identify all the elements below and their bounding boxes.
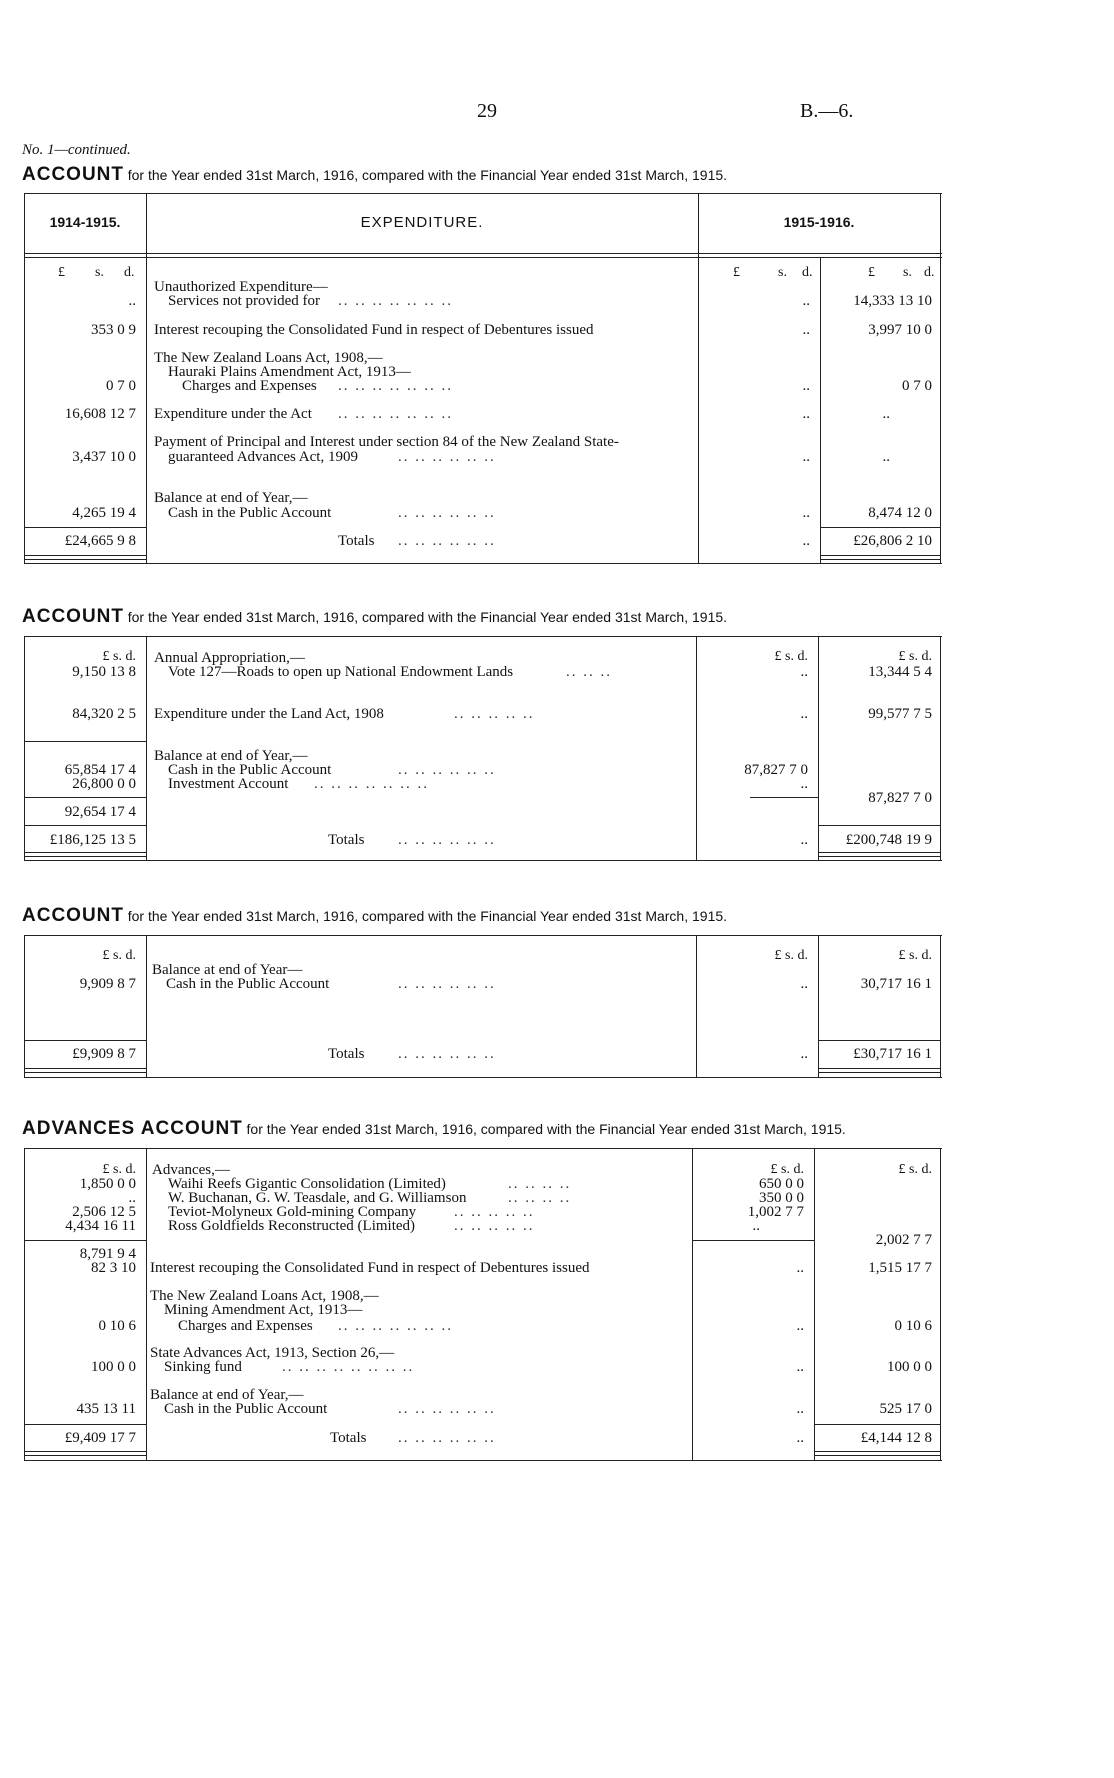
currency-header: £ s. d.: [898, 649, 932, 664]
totals-label: Totals: [338, 533, 375, 549]
total-1914: £24,665 9 8: [64, 533, 136, 549]
page-number: 29: [477, 100, 497, 122]
value-1914: 1,850 0 0: [79, 1176, 136, 1192]
row-label: Interest recouping the Consolidated Fund in respect of Debentures issued: [154, 322, 594, 338]
value-1915-sub: ..: [802, 293, 810, 309]
row-label: Investment Account: [168, 776, 289, 792]
leader-dots: .. .. .. .. ..: [454, 706, 535, 722]
row-label: Expenditure under the Land Act, 1908: [154, 706, 384, 722]
section-4-title: for the Year ended 31st March, 1916, compared with the Financial Year ended 31st March, 1915.: [246, 1121, 846, 1137]
row-label: Payment of Principal and Interest under section 84 of the New Zealand State-: [154, 434, 619, 450]
leader-dots: .. .. .. .. .. .. ..: [338, 1318, 453, 1334]
total-1915-sub: ..: [800, 832, 808, 848]
row-label: The New Zealand Loans Act, 1908,—: [150, 1288, 379, 1304]
value-1914: 353 0 9: [91, 322, 136, 338]
header-expenditure: EXPENDITURE.: [360, 214, 484, 231]
value-1915-sub: 650 0 0: [759, 1176, 804, 1192]
value-1915: 99,577 7 5: [868, 706, 932, 722]
currency-header: £ s. d.: [102, 948, 136, 963]
value-1914: 3,437 10 0: [72, 449, 136, 465]
leader-dots: .. .. .. .. .. .. ..: [338, 406, 453, 422]
row-label: Advances,—: [152, 1162, 230, 1178]
section-1-title: for the Year ended 31st March, 1916, compared with the Financial Year ended 31st March, 1915.: [127, 167, 728, 183]
value-1914: 9,909 8 7: [79, 976, 136, 992]
value-1915: 14,333 13 10: [853, 293, 932, 309]
row-label: Charges and Expenses: [182, 378, 317, 394]
row-label: Balance at end of Year,—: [154, 748, 308, 764]
value-1914: 26,800 0 0: [72, 776, 136, 792]
value-1914: 100 0 0: [91, 1359, 136, 1375]
value-1915: 87,827 7 0: [868, 790, 932, 806]
value-1915-sub: ..: [752, 1218, 760, 1234]
row-label: Balance at end of Year,—: [154, 490, 308, 506]
row-label: W. Buchanan, G. W. Teasdale, and G. Williamson: [168, 1190, 467, 1206]
totals-label: Totals: [328, 832, 365, 848]
leader-dots: .. .. .. .. .. ..: [398, 449, 496, 465]
row-label: Cash in the Public Account: [168, 762, 332, 778]
totals-label: Totals: [328, 1046, 365, 1062]
currency-shilling: s.: [95, 265, 104, 280]
value-1914: 0 7 0: [106, 378, 136, 394]
total-1915-sub: ..: [800, 1046, 808, 1062]
currency-header: £ s. d.: [102, 649, 136, 664]
currency-header: £ s. d.: [774, 649, 808, 664]
currency-pence: d.: [802, 265, 813, 280]
leader-dots: .. .. .. .. .. ..: [398, 505, 496, 521]
row-label: Waihi Reefs Gigantic Consolidation (Limited): [168, 1176, 446, 1192]
leader-dots: .. .. .. .. .. ..: [398, 1046, 496, 1062]
value-1914: 4,434 16 11: [65, 1218, 136, 1234]
row-label: Cash in the Public Account: [164, 1401, 328, 1417]
value-1915: 100 0 0: [887, 1359, 932, 1375]
row-label: Balance at end of Year,—: [150, 1387, 304, 1403]
row-label: Balance at end of Year—: [152, 962, 303, 978]
value-1915-sub: ..: [802, 322, 810, 338]
total-1914: £186,125 13 5: [49, 832, 136, 848]
row-label: Expenditure under the Act: [154, 406, 312, 422]
leader-dots: .. .. .. ..: [508, 1190, 572, 1206]
section-4-title-caps: ADVANCES ACCOUNT: [22, 1118, 243, 1139]
leader-dots: .. .. .. .. .. .. ..: [338, 293, 453, 309]
value-1915-sub: ..: [800, 976, 808, 992]
row-label: Cash in the Public Account: [168, 505, 332, 521]
totals-label: Totals: [330, 1430, 367, 1446]
row-label: Ross Goldfields Reconstructed (Limited): [168, 1218, 416, 1234]
currency-header: £ s. d.: [774, 948, 808, 963]
section-2-title-caps: ACCOUNT: [22, 606, 124, 627]
leader-dots: .. .. .. .. ..: [454, 1204, 535, 1220]
total-1915: £200,748 19 9: [845, 832, 932, 848]
row-label: Cash in the Public Account: [166, 976, 330, 992]
leader-dots: .. .. .. .. ..: [454, 1218, 535, 1234]
currency-header: £ s. d.: [898, 948, 932, 963]
leader-dots: .. .. .. .. .. ..: [398, 976, 496, 992]
currency-pence: d.: [924, 265, 935, 280]
page-reference: B.—6.: [800, 100, 854, 122]
row-label: Interest recouping the Consolidated Fund in respect of Debentures issued: [150, 1260, 590, 1276]
row-label: Unauthorized Expenditure—: [154, 279, 328, 295]
value-1915: 13,344 5 4: [868, 664, 932, 680]
value-1914: 9,150 13 8: [72, 664, 136, 680]
value-1914: 2,506 12 5: [72, 1204, 136, 1220]
value-1915-sub: ..: [796, 1401, 804, 1417]
total-1915-sub: ..: [796, 1430, 804, 1446]
currency-header: £ s. d.: [102, 1162, 136, 1177]
value-1915-sub: 350 0 0: [759, 1190, 804, 1206]
leader-dots: .. .. .. .. .. .. ..: [338, 378, 453, 394]
value-1915-sub: 1,002 7 7: [747, 1204, 804, 1220]
row-label: Teviot-Molyneux Gold-mining Company: [168, 1204, 417, 1220]
row-label: Annual Appropriation,—: [154, 650, 305, 666]
value-1914: 82 3 10: [91, 1260, 136, 1276]
total-1915: £4,144 12 8: [860, 1430, 932, 1446]
section-1-title-caps: ACCOUNT: [22, 164, 124, 185]
section-3-title: for the Year ended 31st March, 1916, compared with the Financial Year ended 31st March, 1915.: [127, 908, 728, 924]
continued-label: No. 1—continued.: [22, 142, 131, 158]
value-1915-sub: ..: [802, 378, 810, 394]
value-1914: 4,265 19 4: [72, 505, 136, 521]
total-1915-sub: ..: [802, 533, 810, 549]
leader-dots: .. .. .. ..: [508, 1176, 572, 1192]
row-label: Hauraki Plains Amendment Act, 1913—: [168, 364, 411, 380]
row-label: Services not provided for: [168, 293, 321, 309]
value-1915: 8,474 12 0: [868, 505, 932, 521]
value-1915: ..: [882, 449, 890, 465]
value-1915-sub: ..: [796, 1359, 804, 1375]
leader-dots: .. .. .. .. .. ..: [398, 533, 496, 549]
currency-pound: £: [733, 265, 740, 280]
leader-dots: .. .. ..: [566, 664, 612, 680]
leader-dots: .. .. .. .. .. ..: [398, 1430, 496, 1446]
currency-header: £ s. d.: [898, 1162, 932, 1177]
total-1915: £26,806 2 10: [853, 533, 932, 549]
value-1914: 65,854 17 4: [64, 762, 136, 778]
value-1915-sub: ..: [796, 1318, 804, 1334]
row-label: The New Zealand Loans Act, 1908,—: [154, 350, 383, 366]
currency-shilling: s.: [778, 265, 787, 280]
value-1915: 525 17 0: [879, 1401, 932, 1417]
total-1914: £9,409 17 7: [64, 1430, 136, 1446]
value-1915-sub: ..: [802, 449, 810, 465]
value-1915: ..: [882, 406, 890, 422]
value-1915-sub: ..: [800, 706, 808, 722]
currency-header: £ s. d.: [770, 1162, 804, 1177]
value-1914: 16,608 12 7: [64, 406, 136, 422]
subtotal-1914: 8,791 9 4: [79, 1246, 136, 1262]
value-1915-sub: ..: [796, 1260, 804, 1276]
value-1915-sub: ..: [800, 776, 808, 792]
header-1914-1915: 1914-1915.: [49, 214, 121, 230]
total-1915: £30,717 16 1: [853, 1046, 932, 1062]
leader-dots: .. .. .. .. .. ..: [398, 762, 496, 778]
leader-dots: .. .. .. .. .. ..: [398, 1401, 496, 1417]
value-1914: 435 13 11: [76, 1401, 136, 1417]
value-1915: 0 7 0: [902, 378, 932, 394]
row-label: Sinking fund: [164, 1359, 242, 1375]
value-1915: 0 10 6: [894, 1318, 932, 1334]
value-1915: 30,717 16 1: [860, 976, 932, 992]
subtotal-1915: 2,002 7 7: [875, 1232, 932, 1248]
leader-dots: .. .. .. .. .. .. .. ..: [282, 1359, 415, 1375]
header-1915-1916: 1915-1916.: [783, 214, 855, 230]
leader-dots: .. .. .. .. .. .. ..: [314, 776, 429, 792]
value-1914: ..: [128, 293, 136, 309]
row-label: guaranteed Advances Act, 1909: [168, 449, 358, 465]
leader-dots: .. .. .. .. .. ..: [398, 832, 496, 848]
currency-pence: d.: [124, 265, 135, 280]
value-1914: 84,320 2 5: [72, 706, 136, 722]
value-1915: 1,515 17 7: [868, 1260, 932, 1276]
row-label: State Advances Act, 1913, Section 26,—: [150, 1345, 395, 1361]
value-1915-sub: ..: [800, 664, 808, 680]
value-1915: 3,997 10 0: [868, 322, 932, 338]
value-1915-sub: 87,827 7 0: [744, 762, 808, 778]
value-1915-sub: ..: [802, 406, 810, 422]
row-label: Mining Amendment Act, 1913—: [164, 1302, 363, 1318]
total-1914: £9,909 8 7: [72, 1046, 136, 1062]
value-1914: 0 10 6: [98, 1318, 136, 1334]
value-1915-sub: ..: [802, 505, 810, 521]
value-1914: ..: [128, 1190, 136, 1206]
currency-pound: £: [868, 265, 875, 280]
row-label: Vote 127—Roads to open up National Endowment Lands: [168, 664, 514, 680]
row-label: Charges and Expenses: [178, 1318, 313, 1334]
section-2-title: for the Year ended 31st March, 1916, compared with the Financial Year ended 31st March, 1915.: [127, 609, 728, 625]
subtotal-1914: 92,654 17 4: [64, 804, 136, 820]
currency-pound: £: [58, 265, 65, 280]
section-3-title-caps: ACCOUNT: [22, 905, 124, 926]
currency-shilling: s.: [903, 265, 912, 280]
